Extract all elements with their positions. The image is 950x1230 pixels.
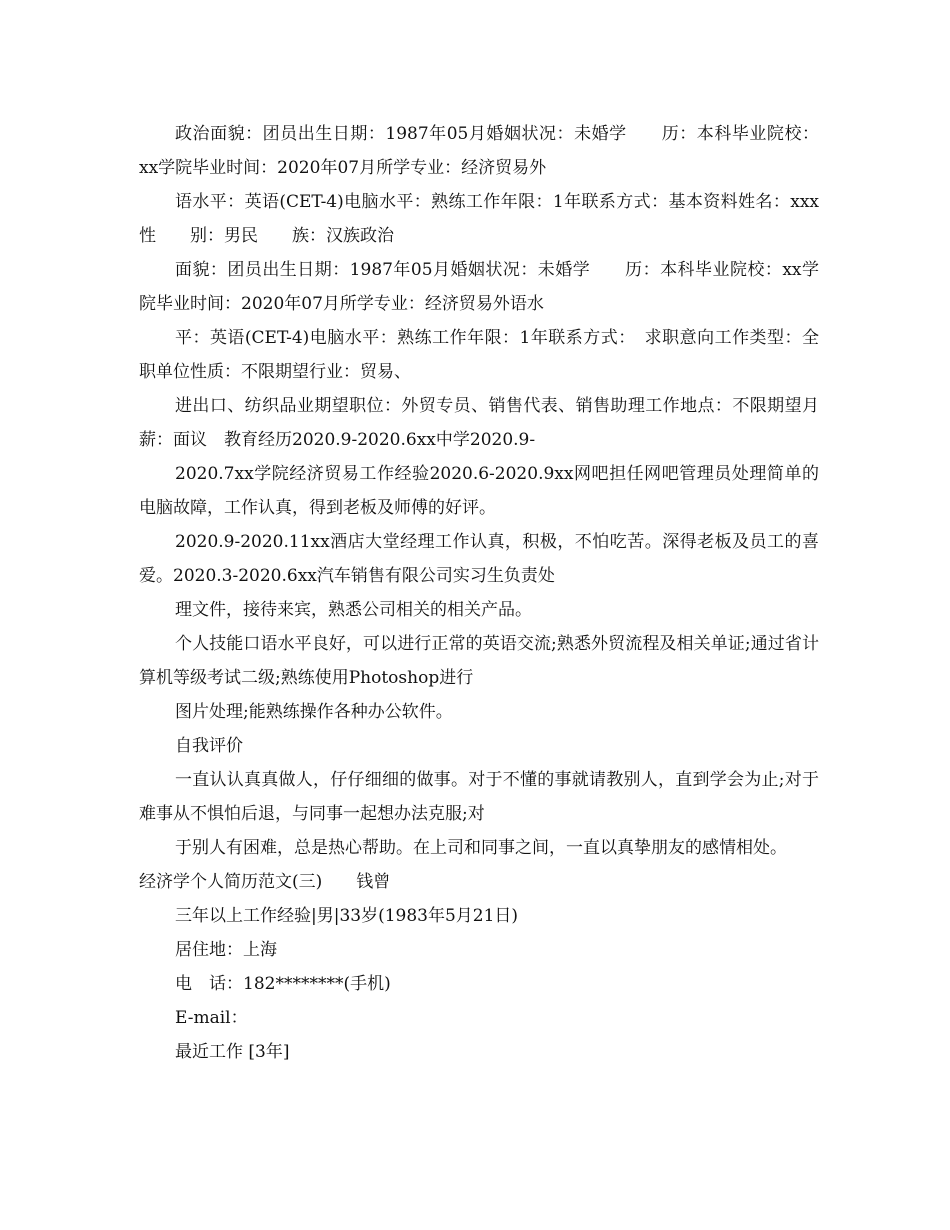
- section-heading-self-evaluation: 自我评价: [175, 736, 243, 756]
- detail-line: E-mail：: [175, 1008, 248, 1028]
- detail-line: 居住地：上海: [175, 940, 277, 960]
- paragraph: 进出口、纺织品业期望职位：外贸专员、销售代表、销售助理工作地点：不限期望月薪：面议 教育经历2020.9-2020.6xx中学2020.9-: [139, 396, 819, 450]
- resume-heading: 经济学个人简历范文(三) 钱曾: [139, 872, 391, 892]
- paragraph: 图片处理;能熟练操作各种办公软件。: [175, 702, 453, 722]
- detail-line: 电 话：182********(手机): [175, 974, 391, 994]
- paragraph: 2020.9-2020.11xx酒店大堂经理工作认真，积极，不怕吃苦。深得老板及员工的喜爱。2020.3-2020.6xx汽车销售有限公司实习生负责处: [139, 532, 819, 586]
- paragraph: 政治面貌：团员出生日期：1987年05月婚姻状况：未婚学 历：本科毕业院校：xx学院毕业时间：2020年07月所学专业：经济贸易外: [139, 124, 819, 178]
- paragraph: 一直认认真真做人，仔仔细细的做事。对于不懂的事就请教别人，直到学会为止;对于难事从不惧怕后退，与同事一起想办法克服;对: [139, 770, 819, 824]
- paragraph: 理文件，接待来宾，熟悉公司相关的相关产品。: [175, 600, 532, 620]
- paragraph: 平：英语(CET-4)电脑水平：熟练工作年限：1年联系方式： 求职意向工作类型：全职单位性质：不限期望行业：贸易、: [139, 328, 819, 382]
- detail-line: 最近工作 [3年]: [175, 1042, 290, 1062]
- paragraph: 于别人有困难，总是热心帮助。在上司和同事之间，一直以真挚朋友的感情相处。: [175, 838, 787, 858]
- paragraph: 面貌：团员出生日期：1987年05月婚姻状况：未婚学 历：本科毕业院校：xx学院毕业时间：2020年07月所学专业：经济贸易外语水: [139, 260, 819, 314]
- paragraph: 语水平：英语(CET-4)电脑水平：熟练工作年限：1年联系方式：基本资料姓名：xxx性 别：男民 族：汉族政治: [139, 192, 819, 246]
- detail-line: 三年以上工作经验|男|33岁(1983年5月21日): [175, 906, 519, 926]
- paragraph: 2020.7xx学院经济贸易工作经验2020.6-2020.9xx网吧担任网吧管理员处理简单的电脑故障，工作认真，得到老板及师傅的好评。: [139, 464, 819, 518]
- paragraph: 个人技能口语水平良好，可以进行正常的英语交流;熟悉外贸流程及相关单证;通过省计算机等级考试二级;熟练使用Photoshop进行: [139, 634, 819, 688]
- document-body: [139, 117, 819, 1069]
